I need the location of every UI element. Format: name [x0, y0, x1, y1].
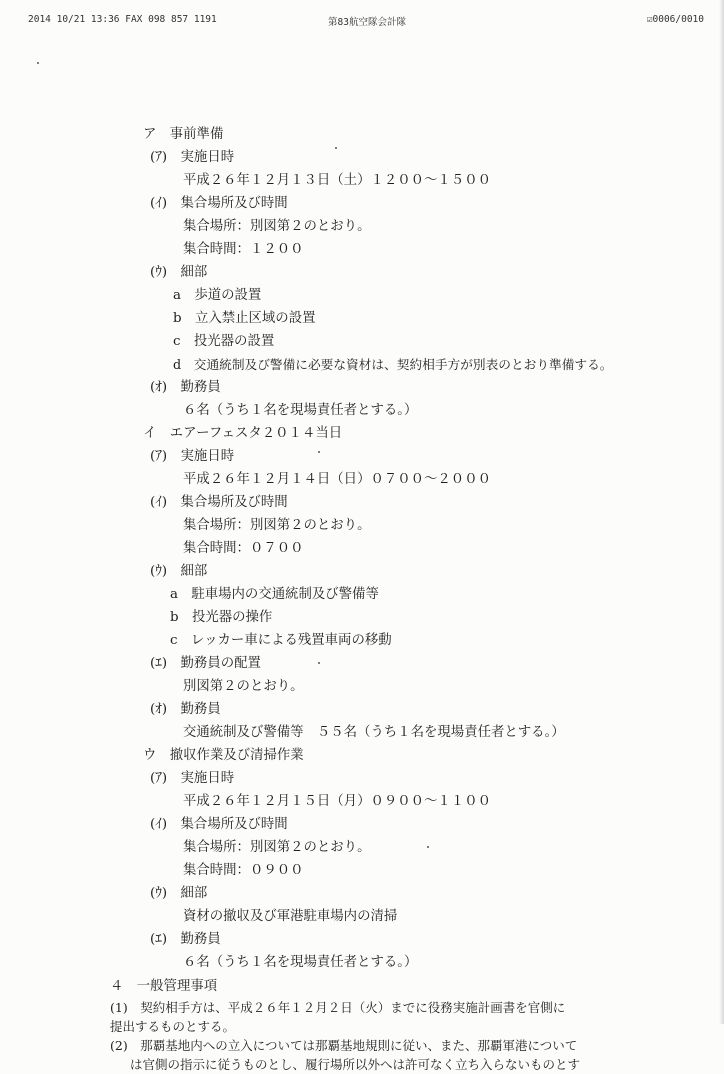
subsection-heading: (ｱ) 実施日時	[150, 449, 235, 464]
fax-page-number: 0006/0010	[652, 14, 704, 25]
list-item: b 立入禁止区域の設置	[173, 311, 316, 326]
body-text: 平成２６年１２月１３日（土）１２００～１５００	[183, 173, 491, 188]
body-text: ６名（うち１名を現場責任者とする。）	[183, 403, 418, 418]
scan-speck	[427, 846, 429, 848]
list-item: c レッカー車による残置車両の移動	[170, 633, 392, 648]
subsection-heading: (ｳ) 細部	[150, 886, 208, 901]
subsection-heading: (ｲ) 集合場所及び時間	[150, 817, 288, 832]
list-item: a 駐車場内の交通統制及び警備等	[170, 587, 379, 602]
subsection-heading: (ｳ) 細部	[150, 265, 208, 280]
section-heading: ア 事前準備	[143, 127, 224, 142]
fax-page-indicator: ☑0006/0010	[646, 14, 704, 25]
body-text: 集合場所：別図第２のとおり。	[183, 219, 371, 234]
subsection-heading: (ｱ) 実施日時	[150, 771, 235, 786]
scan-speck	[335, 147, 337, 149]
subsection-heading: (ｵ) 勤務員	[150, 702, 221, 717]
subsection-heading: (ｲ) 集合場所及び時間	[150, 196, 288, 211]
list-item: a 歩道の設置	[173, 288, 262, 303]
body-text: 集合場所：別図第２のとおり。	[183, 518, 371, 533]
fax-sender: 第83航空隊会計隊	[328, 17, 406, 28]
subsection-heading: (ｲ) 集合場所及び時間	[150, 495, 288, 510]
paragraph-item: (1) 契約相手方は、平成２６年１２月２日（火）までに役務実施計画書を官側に	[110, 1000, 566, 1015]
body-text: 別図第２のとおり。	[183, 679, 304, 694]
list-item: b 投光器の操作	[170, 610, 273, 625]
scan-speck	[318, 662, 320, 664]
subsection-heading: (ｵ) 勤務員	[150, 380, 221, 395]
body-text: 平成２６年１２月１４日（日）０７００～２０００	[183, 472, 491, 487]
paragraph-continuation: は官側の指示に従うものとし、履行場所以外へは許可なく立ち入らないものとす	[130, 1057, 581, 1072]
list-item: d 交通統制及び警備に必要な資材は、契約相手方が別表のとおり準備する。	[173, 357, 613, 372]
body-text: 平成２６年１２月１５日（月）０９００～１１００	[183, 794, 491, 809]
fax-timestamp: 2014 10/21 13:36 FAX 098 857 1191	[28, 14, 217, 25]
body-text: 集合場所：別図第２のとおり。	[183, 840, 371, 855]
paragraph-item: (2) 那覇基地内への立入については那覇基地規則に従い、また、那覇軍港について	[110, 1038, 578, 1053]
subsection-heading: (ｱ) 実施日時	[150, 150, 235, 165]
paragraph-continuation: 提出するものとする。	[110, 1019, 236, 1034]
section-heading: ウ 撤収作業及び清掃作業	[143, 748, 304, 763]
section-heading: ４ 一般管理事項	[110, 979, 218, 994]
body-text: 資材の撤収及び軍港駐車場内の清掃	[183, 909, 398, 924]
list-item: c 投光器の設置	[173, 334, 275, 349]
subsection-heading: (ｴ) 勤務員	[150, 932, 221, 947]
body-text: ６名（うち１名を現場責任者とする。）	[183, 955, 418, 970]
body-text: 交通統制及び警備等 ５５名（うち１名を現場責任者とする。）	[183, 725, 565, 740]
subsection-heading: (ｴ) 勤務員の配置	[150, 656, 261, 671]
fax-header	[28, 14, 704, 28]
body-text: 集合時間：１２００	[183, 242, 304, 257]
scan-edge-shadow	[719, 0, 724, 1024]
scan-speck	[37, 62, 39, 64]
subsection-heading: (ｳ) 細部	[150, 564, 208, 579]
body-text: 集合時間：０７００	[183, 541, 304, 556]
scan-speck	[318, 451, 320, 453]
section-heading: イ エアーフェスタ２０１４当日	[143, 426, 343, 441]
body-text: 集合時間：０９００	[183, 863, 304, 878]
